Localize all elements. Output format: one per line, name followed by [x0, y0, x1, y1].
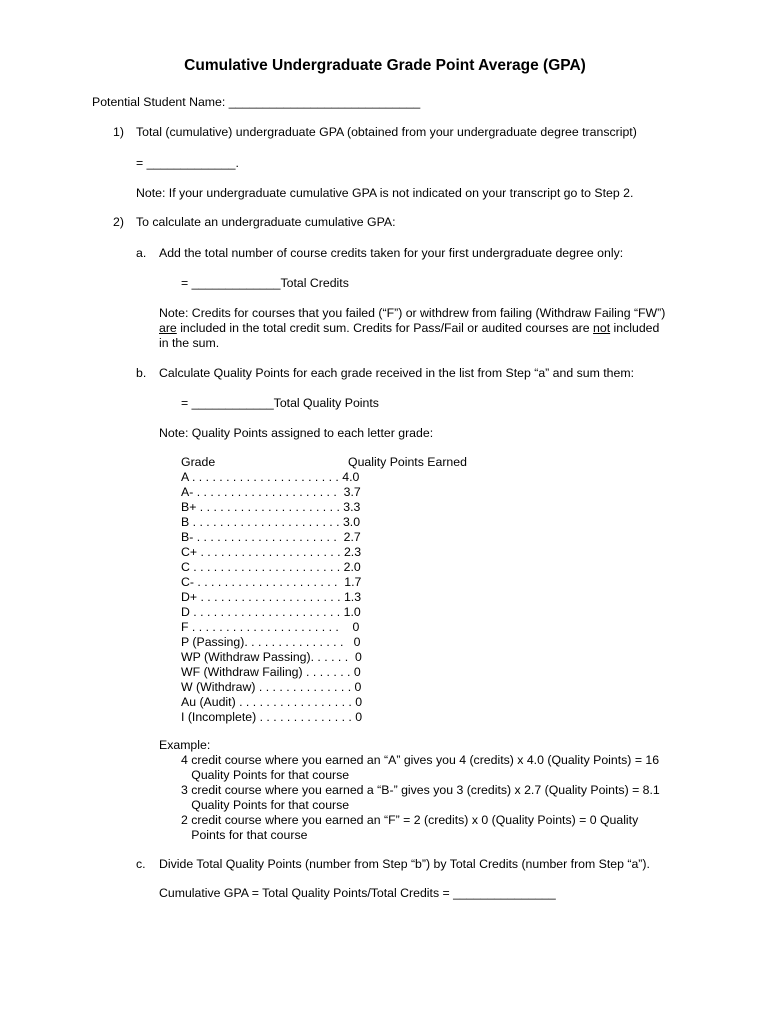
emphasis-are: are [159, 321, 177, 335]
step2b-note: Note: Quality Points assigned to each letter grade: [159, 426, 434, 440]
example-line: Quality Points for that course [181, 798, 350, 812]
step2a-note-line1: Note: Credits for courses that you failed (“F”) or withdrew from failing (Withdraw Failing “FW”) [159, 306, 666, 320]
grade-row: C . . . . . . . . . . . . . . . . . . . . . . 2.0 [181, 560, 361, 574]
grade-row: C- . . . . . . . . . . . . . . . . . . . . . 1.7 [181, 575, 362, 589]
step2a-note-line2 [159, 321, 659, 336]
student-name-line: Potential Student Name: ____________________________ [92, 95, 421, 109]
grade-row: D+ . . . . . . . . . . . . . . . . . . . . . 1.3 [181, 590, 362, 604]
note-line2-end: included [610, 321, 660, 335]
page-title: Cumulative Undergraduate Grade Point Average (GPA) [184, 57, 586, 74]
grade-row: I (Incomplete) . . . . . . . . . . . . . . 0 [181, 710, 363, 724]
step2-number: 2) [113, 215, 124, 229]
step2b-letter: b. [136, 366, 147, 380]
grade-header: Grade [181, 455, 216, 469]
example-line: 4 credit course where you earned an “A” gives you 4 (credits) x 4.0 (Quality Points) = 16 [181, 753, 660, 767]
step1-note: Note: If your undergraduate cumulative GPA is not indicated on your transcript go to Step 2. [136, 186, 634, 200]
step1-text: Total (cumulative) undergraduate GPA (obtained from your undergraduate degree transcript) [136, 125, 637, 139]
step2a-answer-line: = _____________Total Credits [181, 276, 349, 290]
step2a-text: Add the total number of course credits taken for your first undergraduate degree only: [159, 246, 624, 260]
grade-row: D . . . . . . . . . . . . . . . . . . . . . . 1.0 [181, 605, 361, 619]
example-line: 3 credit course where you earned a “B-” gives you 3 (credits) x 2.7 (Quality Points) = 8.1 [181, 783, 660, 797]
note-line2-mid: included in the total credit sum. Credits for Pass/Fail or audited courses are [176, 321, 594, 335]
step2b-answer-line: = ____________Total Quality Points [181, 396, 379, 410]
grade-row: Au (Audit) . . . . . . . . . . . . . . . . . 0 [181, 695, 363, 709]
grade-row: WF (Withdraw Failing) . . . . . . . 0 [181, 665, 361, 679]
emphasis-not: not [593, 321, 611, 335]
example-label: Example: [159, 738, 211, 752]
step1-number: 1) [113, 125, 124, 139]
example-line: 2 credit course where you earned an “F” = 2 (credits) x 0 (Quality Points) = 0 Quality [181, 813, 639, 827]
grade-row: W (Withdraw) . . . . . . . . . . . . . . 0 [181, 680, 362, 694]
grade-row: P (Passing). . . . . . . . . . . . . . . 0 [181, 635, 361, 649]
step1-answer-line: = _____________. [136, 156, 239, 170]
step2c-letter: c. [136, 857, 146, 871]
step2-text: To calculate an undergraduate cumulative GPA: [136, 215, 396, 229]
points-header: Quality Points Earned [348, 455, 467, 469]
grade-row: B+ . . . . . . . . . . . . . . . . . . . . . 3.3 [181, 500, 361, 514]
grade-row: B- . . . . . . . . . . . . . . . . . . . . . 2.7 [181, 530, 361, 544]
example-line: Points for that course [181, 828, 308, 842]
step2b-text: Calculate Quality Points for each grade received in the list from Step “a” and sum them: [159, 366, 635, 380]
example-line: Quality Points for that course [181, 768, 350, 782]
grade-row: C+ . . . . . . . . . . . . . . . . . . . . . 2.3 [181, 545, 362, 559]
gpa-formula: Cumulative GPA = Total Quality Points/Total Credits = _______________ [159, 886, 556, 900]
grade-row: A- . . . . . . . . . . . . . . . . . . . . . 3.7 [181, 485, 361, 499]
grade-row: A . . . . . . . . . . . . . . . . . . . . . . 4.0 [181, 470, 360, 484]
grade-row: F . . . . . . . . . . . . . . . . . . . . . . 0 [181, 620, 360, 634]
step2a-letter: a. [136, 246, 147, 260]
grade-row: WP (Withdraw Passing). . . . . . 0 [181, 650, 362, 664]
step2a-note-line3: in the sum. [159, 336, 220, 350]
step2c-text: Divide Total Quality Points (number from Step “b”) by Total Credits (number from Step “a”). [159, 857, 650, 871]
grade-row: B . . . . . . . . . . . . . . . . . . . . . . 3.0 [181, 515, 361, 529]
